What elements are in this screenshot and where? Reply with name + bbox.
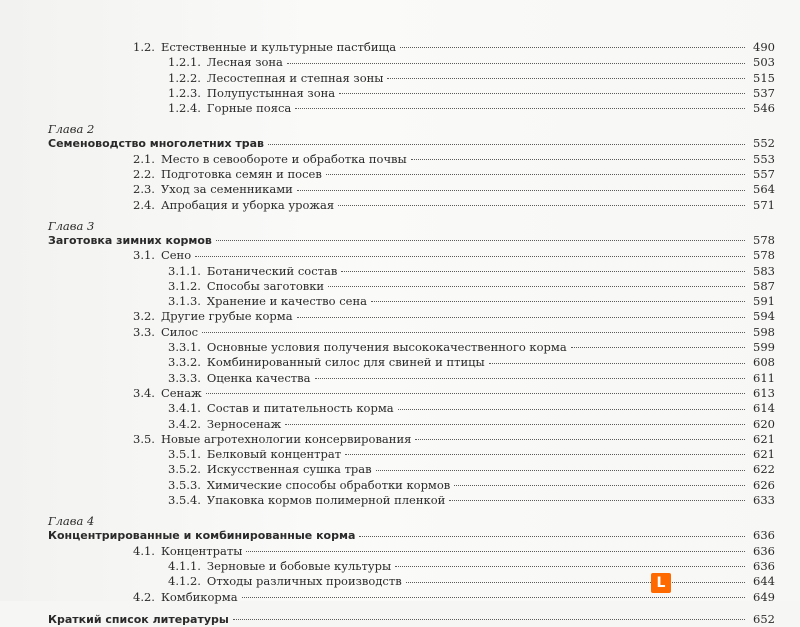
page-number: 621 <box>753 431 775 446</box>
toc-entry[interactable] <box>48 325 775 340</box>
page-number: 611 <box>753 370 775 385</box>
toc-entry[interactable] <box>48 386 775 401</box>
leader-dots <box>339 92 745 94</box>
section-number: 3.5.1. <box>168 447 201 462</box>
leader-dots <box>315 377 745 379</box>
section-title: Сенаж <box>160 385 202 400</box>
toc-entry[interactable] <box>48 432 775 447</box>
leader-dots <box>489 362 745 364</box>
section-title: Другие грубые корма <box>160 309 293 324</box>
section-number: 3.1. <box>133 248 155 263</box>
leader-dots <box>406 581 745 583</box>
page-number: 490 <box>753 40 775 54</box>
section-number: 1.2.3. <box>168 85 201 100</box>
page-number: 578 <box>753 248 775 263</box>
section-title: Основные условия получения высококачественного корма <box>206 340 567 355</box>
leader-dots <box>415 438 745 440</box>
page-number: 636 <box>753 528 775 543</box>
leader-dots <box>295 107 745 109</box>
section-number: 3.3. <box>133 324 155 339</box>
toc-entry[interactable] <box>48 294 775 309</box>
leader-dots <box>571 346 745 348</box>
leader-dots <box>202 331 745 333</box>
toc-entry[interactable] <box>48 462 775 477</box>
page-number: 622 <box>753 462 775 477</box>
section-number: 4.1.1. <box>168 558 201 573</box>
section-number: 3.3.3. <box>168 370 201 385</box>
section-title: Химические способы обработки кормов <box>206 477 451 492</box>
toc-entry[interactable] <box>48 559 775 574</box>
section-number: 3.3.2. <box>168 355 201 370</box>
section-number: 4.1.2. <box>168 574 201 589</box>
section-number: 3.3.1. <box>168 340 201 355</box>
leader-dots <box>297 189 745 191</box>
section-title: Ботанический состав <box>206 263 338 278</box>
page-number: 553 <box>753 151 775 166</box>
section-number: 4.2. <box>133 589 155 604</box>
page-number: 546 <box>753 101 775 116</box>
section-number: 3.5. <box>133 431 155 446</box>
page-number: 620 <box>753 416 775 431</box>
toc-entry[interactable] <box>48 528 775 543</box>
leader-dots <box>359 535 745 537</box>
section-number: 1.2.1. <box>168 55 201 70</box>
page-number: 591 <box>753 294 775 309</box>
section-number: 2.4. <box>133 197 155 212</box>
leader-dots <box>341 270 745 272</box>
toc-entry[interactable] <box>48 264 775 279</box>
toc-entry[interactable] <box>48 182 775 197</box>
page-number: 571 <box>753 197 775 212</box>
page-number: 564 <box>753 182 775 197</box>
section-number: 3.2. <box>133 309 155 324</box>
section-title: Комбинированный силос для свиней и птицы <box>206 355 485 370</box>
toc-entry[interactable] <box>48 612 775 627</box>
section-title: Упаковка кормов полимерной пленкой <box>206 493 446 508</box>
page-number: 614 <box>753 401 775 416</box>
toc-entry[interactable] <box>48 198 775 213</box>
page-number: 578 <box>753 232 775 247</box>
section-title: Концентраты <box>160 543 243 558</box>
section-title: Заготовка зимних кормов <box>48 233 212 247</box>
page-number: 621 <box>753 447 775 462</box>
toc-entry[interactable] <box>48 401 775 416</box>
section-title: Искусственная сушка трав <box>206 462 372 477</box>
section-title: Сено <box>160 248 192 263</box>
section-number: 3.1.2. <box>168 278 201 293</box>
toc-entry[interactable] <box>48 279 775 294</box>
leader-dots <box>195 255 745 257</box>
leader-dots <box>454 484 745 486</box>
leader-dots <box>206 392 745 394</box>
page-number: 587 <box>753 278 775 293</box>
watermark-logo: L <box>651 573 671 593</box>
section-number: 1.2.4. <box>168 101 201 116</box>
section-title: Уход за семенниками <box>160 182 293 197</box>
page-number: 503 <box>753 55 775 70</box>
page-number: 636 <box>753 558 775 573</box>
section-title: Способы заготовки <box>206 278 325 293</box>
leader-dots <box>216 239 745 241</box>
section-title: Силос <box>160 324 199 339</box>
page-number: 613 <box>753 385 775 400</box>
chapter-label: Глава 3 <box>48 218 95 233</box>
section-title: Горные пояса <box>206 101 292 116</box>
section-number: 3.1.1. <box>168 263 201 278</box>
leader-dots <box>387 77 745 79</box>
section-title: Комбикорма <box>160 589 238 604</box>
toc-entry[interactable] <box>48 493 775 508</box>
page-number: 626 <box>753 477 775 492</box>
toc-entry[interactable] <box>48 355 775 370</box>
page-number: 537 <box>753 85 775 100</box>
leader-dots <box>411 158 745 160</box>
toc-entry[interactable] <box>48 152 775 167</box>
toc-entry[interactable] <box>48 417 775 432</box>
section-title: Белковый концентрат <box>206 447 342 462</box>
section-number: 3.5.3. <box>168 477 201 492</box>
section-title: Концентрированные и комбинированные корма <box>48 529 356 543</box>
section-number: 3.4.2. <box>168 416 201 431</box>
section-title: Полупустынная зона <box>206 85 336 100</box>
leader-dots <box>395 565 745 567</box>
section-title: Новые агротехнологии консервирования <box>160 431 412 446</box>
leader-dots <box>246 550 745 552</box>
toc-entry[interactable] <box>48 71 775 86</box>
leader-dots <box>338 204 745 206</box>
page-number: 583 <box>753 263 775 278</box>
toc-entry[interactable] <box>48 371 775 386</box>
section-title: Хранение и качество сена <box>206 294 367 309</box>
leader-dots <box>345 453 745 455</box>
section-title: Состав и питательность корма <box>206 401 394 416</box>
leader-dots <box>376 469 745 471</box>
leader-dots <box>326 173 745 175</box>
leader-dots <box>268 143 745 145</box>
toc-entry[interactable] <box>48 40 775 55</box>
section-number: 3.5.4. <box>168 493 201 508</box>
section-title: Отходы различных производств <box>206 574 402 589</box>
section-title: Апробация и уборка урожая <box>160 197 335 212</box>
page-number: 599 <box>753 340 775 355</box>
section-title: Лесная зона <box>206 55 283 70</box>
section-number: 3.4. <box>133 385 155 400</box>
table-of-contents <box>48 40 775 627</box>
toc-entry[interactable] <box>48 248 775 263</box>
page-number: 649 <box>753 589 775 604</box>
leader-dots <box>400 46 745 48</box>
leader-dots <box>297 316 745 318</box>
section-number: 2.2. <box>133 167 155 182</box>
leader-dots <box>371 300 745 302</box>
section-title: Зерносенаж <box>206 416 282 431</box>
toc-entry[interactable] <box>48 136 775 151</box>
section-title: Место в севообороте и обработка почвы <box>160 151 407 166</box>
toc-entry[interactable] <box>48 101 775 116</box>
section-number: 1.2. <box>133 40 155 54</box>
toc-entry[interactable] <box>48 478 775 493</box>
section-title: Краткий список литературы <box>48 612 229 626</box>
section-title: Подготовка семян и посев <box>160 167 322 182</box>
section-title: Естественные и культурные пастбища <box>160 40 397 54</box>
page-number: 598 <box>753 324 775 339</box>
toc-entry[interactable] <box>48 167 775 182</box>
leader-dots <box>328 285 745 287</box>
page-number: 633 <box>753 493 775 508</box>
page-number: 515 <box>753 70 775 85</box>
toc-entry[interactable] <box>48 447 775 462</box>
toc-entry[interactable] <box>48 340 775 355</box>
leader-dots <box>242 596 745 598</box>
toc-entry[interactable] <box>48 544 775 559</box>
leader-dots <box>398 408 745 410</box>
leader-dots <box>233 618 745 620</box>
section-number: 3.5.2. <box>168 462 201 477</box>
toc-entry[interactable] <box>48 86 775 101</box>
section-title: Оценка качества <box>206 370 311 385</box>
section-title: Зерновые и бобовые культуры <box>206 558 392 573</box>
page-number: 608 <box>753 355 775 370</box>
section-number: 1.2.2. <box>168 70 201 85</box>
chapter-label: Глава 2 <box>48 122 95 137</box>
page-number: 552 <box>753 136 775 151</box>
section-number: 3.1.3. <box>168 294 201 309</box>
leader-dots <box>449 499 745 501</box>
section-number: 2.1. <box>133 151 155 166</box>
leader-dots <box>287 62 745 64</box>
section-number: 3.4.1. <box>168 401 201 416</box>
toc-entry[interactable] <box>48 233 775 248</box>
chapter-label: Глава 4 <box>48 514 95 529</box>
page-number: 652 <box>753 611 775 626</box>
toc-entry[interactable] <box>48 55 775 70</box>
toc-entry[interactable] <box>48 309 775 324</box>
page-number: 557 <box>753 167 775 182</box>
page-number: 644 <box>753 574 775 589</box>
leader-dots <box>285 423 745 425</box>
page-number: 636 <box>753 543 775 558</box>
section-title: Семеноводство многолетних трав <box>48 137 264 151</box>
page-number: 594 <box>753 309 775 324</box>
section-number: 2.3. <box>133 182 155 197</box>
section-title: Лесостепная и степная зоны <box>206 70 384 85</box>
section-number: 4.1. <box>133 543 155 558</box>
